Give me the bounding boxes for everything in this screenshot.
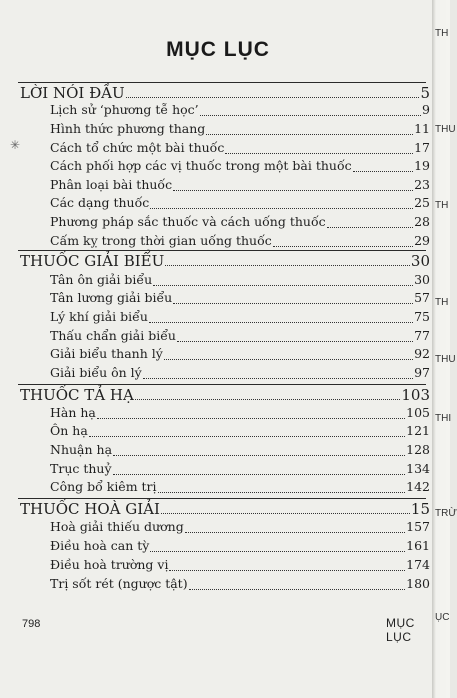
adjacent-page-text: TH <box>435 200 449 211</box>
toc-entry-label: Điều hoà trường vị <box>50 557 169 572</box>
toc-entry-label: Thấu chẩn giải biểu <box>50 328 176 343</box>
toc-page-number: 17 <box>414 140 430 155</box>
toc-page-number: 11 <box>414 121 430 136</box>
toc-page-number: 128 <box>406 442 430 457</box>
dot-leader <box>89 435 405 437</box>
toc-entry <box>50 479 430 497</box>
dot-leader <box>161 512 410 514</box>
dot-leader <box>150 207 413 209</box>
dot-leader <box>169 569 405 571</box>
section-divider <box>18 498 426 499</box>
toc-entry-label: THUỐC TẢ HẠ <box>20 386 134 404</box>
toc-entry-label: LỜI NÓI ĐẦU <box>20 84 125 102</box>
toc-entry-label: Tân lương giải biểu <box>50 290 173 305</box>
toc-entry-label: Công bổ kiêm trị <box>50 479 157 494</box>
toc-entry <box>50 177 430 195</box>
toc-entry-label: THUỐC GIẢI BIỂU <box>20 252 165 270</box>
toc-page-number: 142 <box>406 479 430 494</box>
toc-page-number: 30 <box>414 272 430 287</box>
toc-chapter <box>20 252 430 270</box>
toc-page-number: 161 <box>406 538 430 553</box>
toc-entry-label: Lý khí giải biểu <box>50 309 148 324</box>
toc-entry-label: Hình thức phương thang <box>50 121 206 136</box>
toc-entry <box>50 272 430 290</box>
toc-page-number: 105 <box>406 405 430 420</box>
toc-entry <box>50 538 430 556</box>
dot-leader <box>177 340 413 342</box>
toc-page-number: 23 <box>414 177 430 192</box>
dot-leader <box>225 152 413 154</box>
toc-chapter <box>20 386 430 404</box>
toc-entry-label: Điều hoà can tỳ <box>50 538 150 553</box>
toc-entry <box>50 365 430 383</box>
section-divider <box>18 250 426 251</box>
dot-leader <box>143 377 413 379</box>
dot-leader <box>273 245 413 247</box>
dot-leader <box>97 417 405 419</box>
dot-leader <box>165 264 410 266</box>
toc-entry <box>50 576 430 594</box>
toc-entry <box>50 461 430 479</box>
toc-page-number: 15 <box>410 500 430 518</box>
toc-entry <box>50 233 430 251</box>
toc-entry-label: Cách tổ chức một bài thuốc <box>50 140 225 155</box>
toc-page-number: 103 <box>401 386 430 404</box>
toc-entry <box>50 214 430 232</box>
toc-entry-label: Cách phối hợp các vị thuốc trong một bài thuốc <box>50 158 352 173</box>
toc-entry-label: Các dạng thuốc <box>50 195 150 210</box>
toc-entry <box>50 195 430 213</box>
toc-page-number: 157 <box>406 519 430 534</box>
dot-leader <box>200 114 421 116</box>
dot-leader <box>126 96 420 98</box>
adjacent-page-text: THU <box>435 124 456 135</box>
toc-entry-label: Cấm kỵ trong thời gian uống thuốc <box>50 233 272 248</box>
toc-entry <box>50 405 430 423</box>
adjacent-page-text: TH <box>435 297 449 308</box>
toc-page-number: 28 <box>414 214 430 229</box>
toc-entry-label: Hoà giải thiếu dương <box>50 519 184 534</box>
toc-entry <box>50 346 430 364</box>
toc-page-number: 19 <box>414 158 430 173</box>
toc-page-number: 92 <box>414 346 430 361</box>
toc-entry <box>50 423 430 441</box>
toc-page-number: 134 <box>406 461 430 476</box>
toc-entry-label: Phương pháp sắc thuốc và cách uống thuốc <box>50 214 326 229</box>
dot-leader <box>113 473 406 475</box>
toc-entry <box>50 158 430 176</box>
toc-entry-label: Giải biểu thanh lý <box>50 346 163 361</box>
toc-entry-label: Trị sốt rét (ngược tật) <box>50 576 188 591</box>
toc-page-number: 5 <box>420 84 430 102</box>
toc-entry <box>50 140 430 158</box>
toc-entry-label: Giải biểu ôn lý <box>50 365 142 380</box>
dot-leader <box>153 284 413 286</box>
dot-leader <box>327 226 414 228</box>
toc-page-number: 77 <box>414 328 430 343</box>
toc-entry-label: Lịch sử ‘phương tễ học’ <box>50 102 199 117</box>
toc-entry <box>50 121 430 139</box>
toc-chapter <box>20 84 430 102</box>
dot-leader <box>206 133 413 135</box>
toc-page-number: 180 <box>406 576 430 591</box>
adjacent-page-text: THU <box>435 354 456 365</box>
running-title: MỤC LỤC <box>386 616 415 644</box>
adjacent-page-text: ỤC <box>435 612 450 623</box>
toc-page-number: 29 <box>414 233 430 248</box>
section-divider <box>18 82 426 83</box>
asterisk-mark-icon: ✳ <box>10 138 21 152</box>
toc-entry <box>50 290 430 308</box>
dot-leader <box>149 321 413 323</box>
toc-page-number: 30 <box>410 252 430 270</box>
toc-entry <box>50 557 430 575</box>
toc-entry-label: Hàn hạ <box>50 405 96 420</box>
toc-entry-label: Nhuận hạ <box>50 442 113 457</box>
toc-page-number: 97 <box>414 365 430 380</box>
dot-leader <box>185 531 405 533</box>
dot-leader <box>164 358 413 360</box>
toc-entry <box>50 309 430 327</box>
toc-entry-label: Trục thuỷ <box>50 461 112 476</box>
toc-page-number: 25 <box>414 195 430 210</box>
dot-leader <box>189 588 406 590</box>
toc-page-number: 75 <box>414 309 430 324</box>
toc-chapter <box>20 500 430 518</box>
toc-entry <box>50 442 430 460</box>
dot-leader <box>150 550 405 552</box>
page-title: MỤC LỤC <box>166 38 270 61</box>
dot-leader <box>135 398 401 400</box>
adjacent-page-edge <box>432 0 457 698</box>
dot-leader <box>113 454 405 456</box>
section-divider <box>18 384 426 385</box>
toc-entry-label: Phân loại bài thuốc <box>50 177 173 192</box>
toc-page-number: 174 <box>406 557 430 572</box>
adjacent-page-text: TH <box>435 28 449 39</box>
toc-page-number: 9 <box>422 102 430 117</box>
toc-entry <box>50 102 430 120</box>
dot-leader <box>353 170 414 172</box>
toc-page-number: 121 <box>406 423 430 438</box>
toc-entry-label: THUỐC HOÀ GIẢI <box>20 500 160 518</box>
toc-entry <box>50 519 430 537</box>
toc-page-number: 57 <box>414 290 430 305</box>
dot-leader <box>173 302 413 304</box>
dot-leader <box>173 189 413 191</box>
toc-entry <box>50 328 430 346</box>
dot-leader <box>158 491 406 493</box>
adjacent-page-text: THI <box>435 413 452 424</box>
adjacent-page-text: TRỪ <box>435 508 457 519</box>
toc-entry-label: Tân ôn giải biểu <box>50 272 153 287</box>
page-number: 798 <box>22 618 41 630</box>
toc-entry-label: Ôn hạ <box>50 423 88 438</box>
